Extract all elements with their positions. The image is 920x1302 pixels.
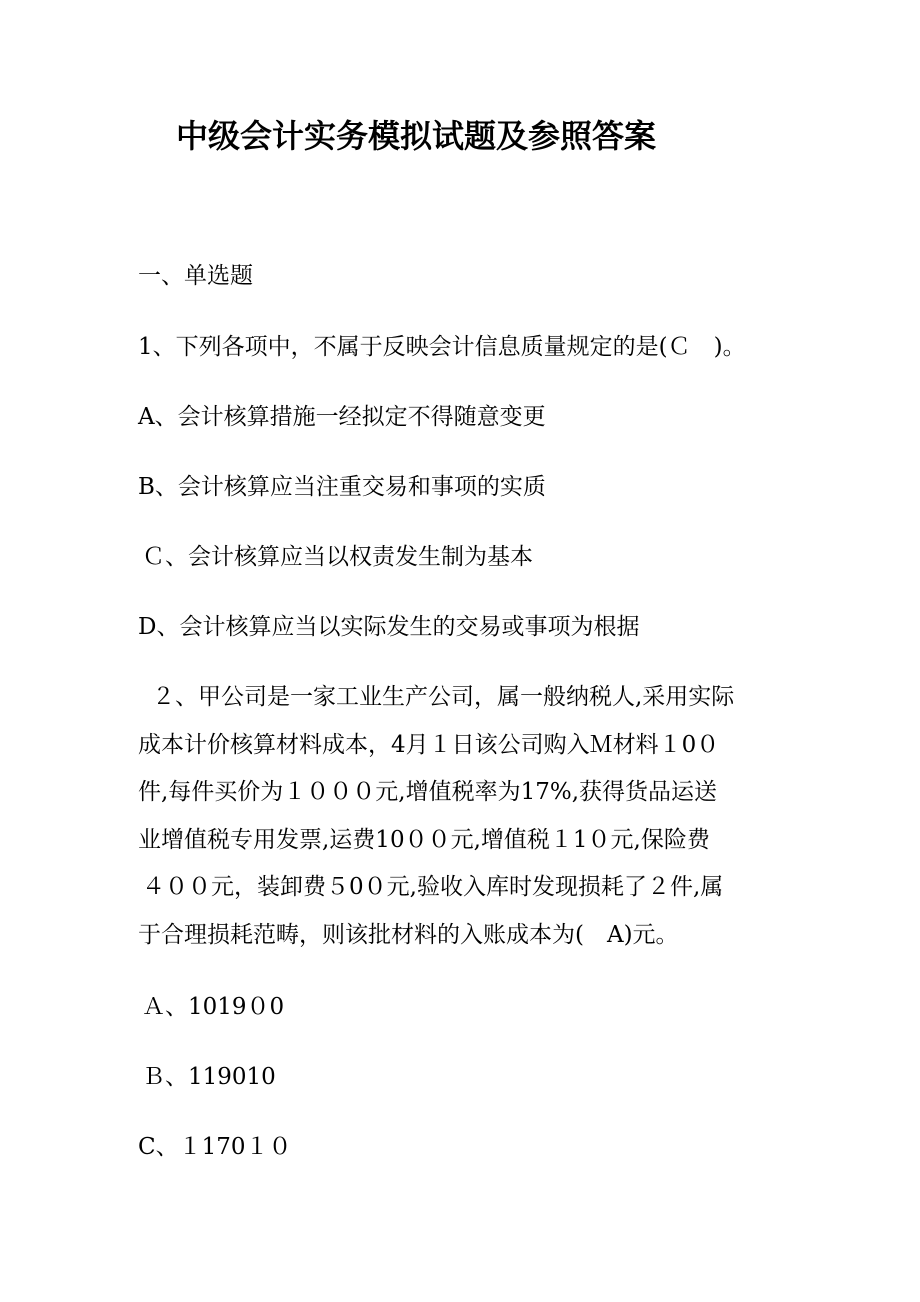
question-2-stem-line: ２、甲公司是一家工业生产公司，属一般纳税人,采用实际 [152,684,735,710]
question-1-option-b: B、会计核算应当注重交易和事项的实质 [138,474,546,500]
question-2-stem-line: 于合理损耗范畴，则该批材料的入账成本为( A)元。 [138,921,679,948]
question-1-option-c: Ｃ、会计核算应当以权责发生制为基本 [142,544,533,570]
question-2-stem-line: 件,每件买价为１０００元,增值税率为17%,获得货品运送 [138,779,718,805]
section-heading: 一、单选题 [138,263,253,289]
question-1-stem: 1、下列各项中，不属于反映会计信息质量规定的是(Ｃ )。 [138,334,746,360]
question-2-stem-line: 成本计价核算材料成本，4月１日该公司购入Ｍ材料１0０ [138,731,720,758]
question-1-option-d: D、会计核算应当以实际发生的交易或事项为根据 [138,614,640,640]
question-2-option-c: C、１170１０ [138,1134,292,1160]
question-2-stem-line: 业增值税专用发票,运费10００元,增值税１1０元,保险费 [138,826,710,853]
question-1-option-a: A、会计核算措施一经拟定不得随意变更 [138,404,546,430]
question-2-stem [138,674,798,959]
question-2-option-b: Ｂ、119010 [142,1064,276,1090]
question-2-option-a: Ａ、1019０0 [142,994,285,1020]
document-title: 中级会计实务模拟试题及参照答案 [176,117,657,155]
question-2-stem-line: ４００元，装卸费５0０元,验收入库时发现损耗了２件,属 [142,874,724,900]
